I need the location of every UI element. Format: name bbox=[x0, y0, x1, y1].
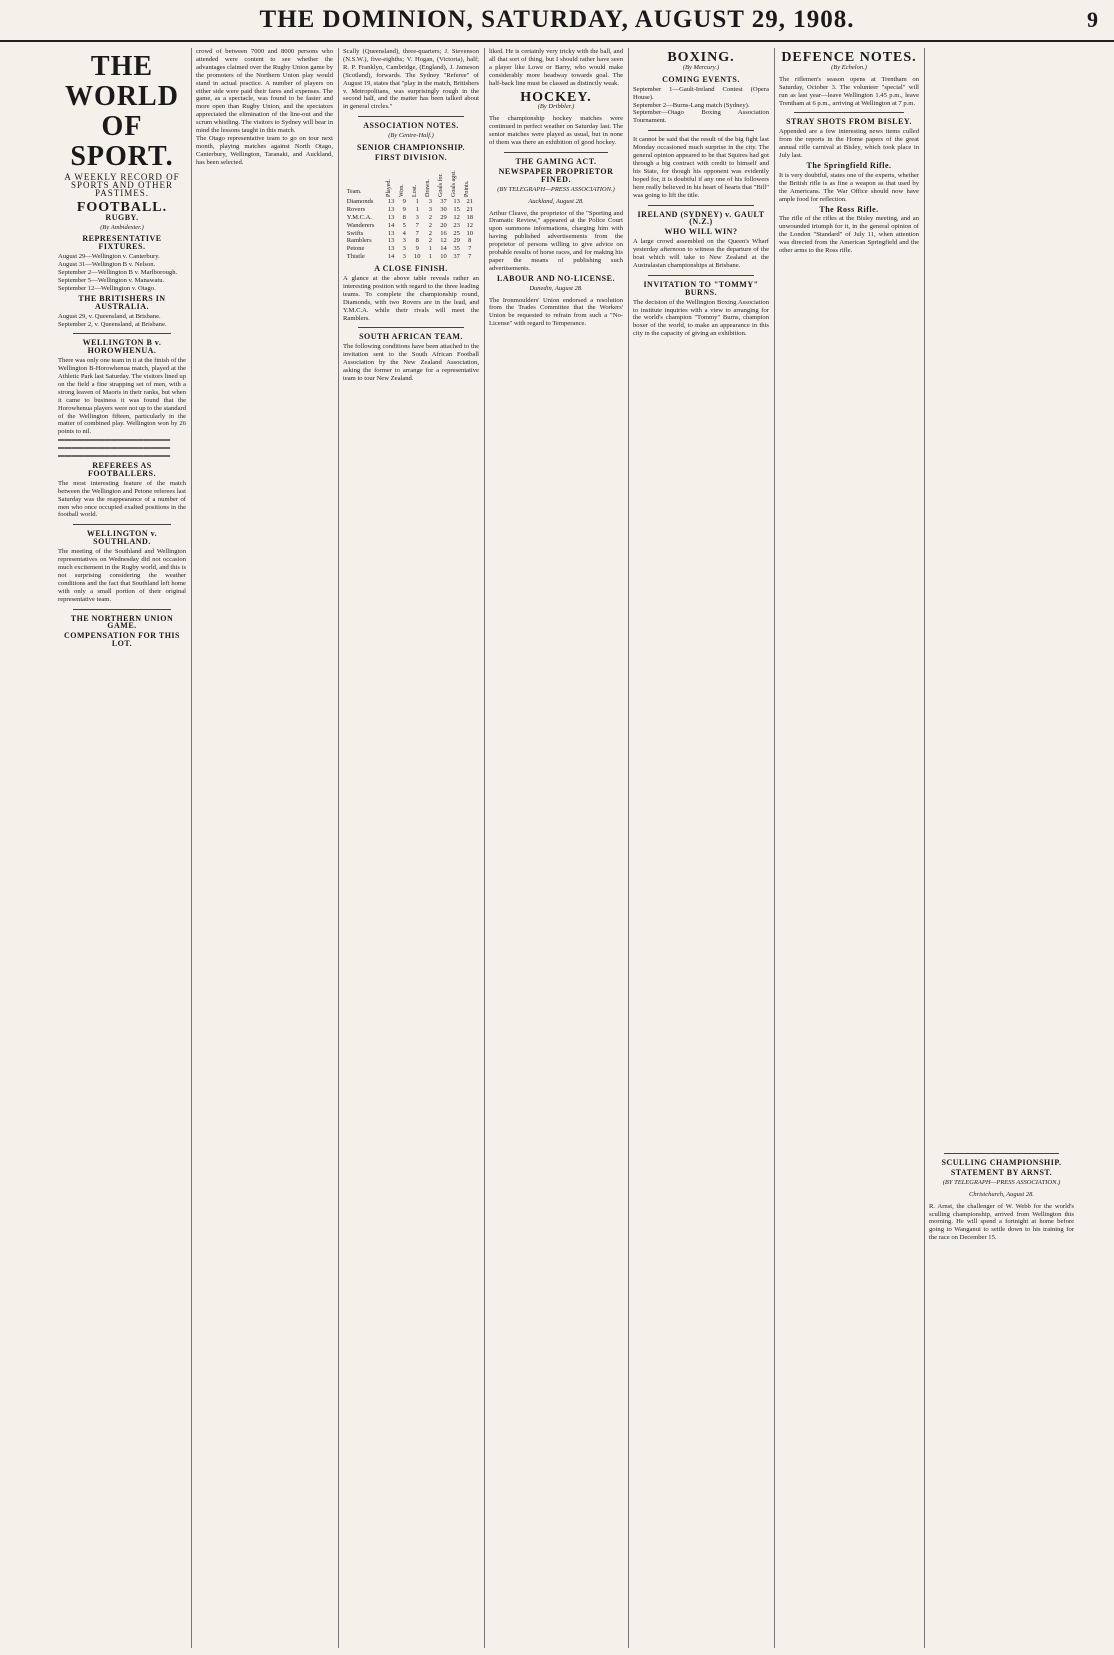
table-header-cell: Drawn. bbox=[424, 179, 431, 197]
table-row bbox=[346, 245, 477, 253]
column-6 bbox=[779, 48, 919, 1648]
close-finish-heading: A CLOSE FINISH. bbox=[374, 264, 448, 274]
table-cell: 3 bbox=[428, 205, 432, 213]
newspaper-article: Arthur Cleave, the proprietor of the "Sporting and Dramatic Review," appeared at the Police Court upon summons informations, charging him with having published advertisements from the proprietor of persons willing to give advice on probable results of horse races, and for making his paper the means of publishing such advertisements. bbox=[489, 209, 625, 272]
table-cell: 29 bbox=[440, 213, 447, 221]
column-1 bbox=[58, 48, 186, 1648]
southland-heading: WELLINGTON v. SOUTHLAND. bbox=[86, 529, 158, 547]
sculling-heading: SCULLING CHAMPIONSHIP. bbox=[941, 1158, 1062, 1167]
coming-events-list: September 1—Gault-Ireland Contest (Opera House). September 2—Burns-Lang match (Sydney). September—Otago Boxing Association Tournament. bbox=[633, 85, 769, 125]
table-cell: Ramblers bbox=[346, 237, 372, 245]
table-cell: 12 bbox=[453, 213, 460, 221]
table-cell: 14 bbox=[440, 245, 447, 253]
close-finish-article: A glance at the above table reveals rather an interesting position with regard to the three leading teams. To complete the championship round, Diamonds, with two Rovers are in the lead, and Y.M.C.A. while their rivals will meet the Ramblers. bbox=[343, 275, 481, 322]
boxing-heading: BOXING. bbox=[667, 50, 735, 65]
table-cell: 13 bbox=[387, 197, 395, 205]
table-cell: 15 bbox=[453, 205, 460, 213]
bisley-heading: STRAY SHOTS FROM BISLEY. bbox=[786, 117, 912, 127]
table-row bbox=[346, 206, 477, 214]
section-subtitle: A WEEKLY RECORD OF SPORTS AND OTHER PASTIMES. bbox=[64, 172, 180, 198]
northern-union-heading: THE NORTHERN UNION GAME. bbox=[70, 613, 174, 631]
table-cell: 13 bbox=[387, 213, 395, 221]
gaming-act-heading: THE GAMING ACT. bbox=[515, 156, 597, 166]
table-cell: 9 bbox=[415, 245, 419, 253]
table-cell: 13 bbox=[387, 205, 395, 213]
compensation-heading: COMPENSATION FOR THIS LOT. bbox=[64, 631, 180, 649]
table-row bbox=[346, 237, 477, 245]
coming-events-heading: COMING EVENTS. bbox=[662, 74, 740, 84]
table-cell: 13 bbox=[387, 237, 395, 245]
table-cell: 23 bbox=[453, 221, 460, 229]
springfield-heading: The Springfield Rifle. bbox=[806, 160, 892, 170]
table-cell: 20 bbox=[440, 221, 447, 229]
rugby-heading: RUGBY. bbox=[105, 212, 139, 222]
masthead bbox=[0, 0, 1114, 42]
table-cell: 3 bbox=[428, 197, 432, 205]
football-heading: FOOTBALL. bbox=[76, 199, 168, 215]
column-2 bbox=[196, 48, 333, 1648]
table-cell: 10 bbox=[414, 253, 421, 261]
table-cell: 14 bbox=[387, 253, 395, 261]
table-cell: 1 bbox=[415, 205, 419, 213]
table-cell: 37 bbox=[440, 197, 447, 205]
table-cell: Y.M.C.A. bbox=[346, 213, 372, 221]
table-cell: 30 bbox=[440, 205, 447, 213]
fixtures-heading: REPRESENTATIVE FIXTURES. bbox=[82, 234, 162, 252]
table-cell: Diamonds bbox=[346, 197, 374, 205]
referees-article: The most interesting feature of the match between the Wellington and Petone referees last Saturday was the reappearance of a number of men who once occupied exalted positions in the football world. bbox=[58, 479, 188, 519]
arnst-dateline: Christchurch, August 28. bbox=[968, 1190, 1034, 1198]
table-cell: 8 bbox=[468, 237, 472, 245]
ross-rifle-article: The rifle of the rifles at the Bisley meeting, and an unwounded triumph for it, in the general opinion of the London "Standard" of July 11, when attention was directed from the American Springfield and the other arms to the Ross rifle. bbox=[779, 215, 921, 255]
hockey-heading: HOCKEY. bbox=[520, 89, 592, 105]
south-african-article: The following conditions have been attached to the invitation sent to the South African Football Association by the New Zealand Association, asking the former to arrange for a representative team to tour New Zealand. bbox=[343, 343, 481, 382]
table-cell: 7 bbox=[415, 221, 419, 229]
table-cell: 21 bbox=[466, 197, 473, 205]
springfield-article: It is very doubtful, states one of the experts, whether the British rifle is as fine a weapon as that used by the Americans. The War Office should now have ample food for reflection. bbox=[779, 171, 921, 203]
table-row bbox=[346, 230, 477, 238]
column-3 bbox=[343, 48, 479, 1648]
table-cell: 7 bbox=[415, 229, 419, 237]
labour-dateline: Dunedin, August 28. bbox=[529, 284, 583, 292]
senior-championship-heading: SENIOR CHAMPIONSHIP. bbox=[357, 143, 465, 153]
defence-byline: (By Echelon.) bbox=[831, 63, 867, 71]
arnst-byline: (BY TELEGRAPH—PRESS ASSOCIATION.) bbox=[942, 1178, 1061, 1186]
table-header-cell: Goals agst. bbox=[451, 170, 458, 197]
horowhenua-heading: WELLINGTON B v. HOROWHENUA. bbox=[82, 338, 162, 356]
table-cell: 1 bbox=[428, 245, 432, 253]
defence-heading: DEFENCE NOTES. bbox=[781, 50, 917, 65]
tommy-burns-article: The decision of the Wellington Boxing Association to institute inquiries with a view to arranging for the world's champion "Tommy" Burns, champion boxer of the world, to make an appearance in this city in the capacity of giving an exhibition. bbox=[633, 298, 771, 338]
who-will-win-heading: WHO WILL WIN? bbox=[664, 227, 738, 237]
hockey-article: The championship hockey matches were continued in perfect weather on Saturday last. The senior matches were played as usual, but in none of them was there an exhibition of good hockey. bbox=[489, 115, 625, 147]
column-4 bbox=[489, 48, 623, 1648]
newspaper-dateline: Auckland, August 28. bbox=[528, 197, 584, 205]
boxing-byline: (By Mercury.) bbox=[682, 63, 720, 71]
rugby-byline: (By Ambidexter.) bbox=[100, 223, 144, 231]
arnst-article: R. Arnst, the challenger of W. Webb for the world's sculling championship, arrived from Wellington this morning. He will spend a fortnight at home before going to Wanganui to settle down to his training for the race on December 15. bbox=[929, 1202, 1076, 1242]
table-row bbox=[346, 214, 477, 222]
filler-text: ▬▬▬▬▬▬▬▬▬▬▬▬▬▬▬▬▬ ▬▬▬▬▬▬▬▬▬▬▬▬▬▬▬▬▬ ▬▬▬▬▬▬▬▬▬▬▬▬▬▬▬▬▬ bbox=[58, 436, 171, 460]
horowhenua-article: There was only one team in it at the finish of the Wellington B-Horowhenua match, played at the Athletic Park last Saturday. The visitors lined up on the field a fine strapping set of men, with a strong leaven of Maoris in their ranks, but when it came to business it was found that the Horowhenua players were not up to the standard of the Wellington fifteen, particularly in the matter of combined play. Wellington won by 26 points to nil. bbox=[58, 357, 188, 436]
table-cell: 35 bbox=[453, 245, 460, 253]
table-row bbox=[346, 198, 477, 206]
south-african-heading: SOUTH AFRICAN TEAM. bbox=[359, 332, 463, 342]
defence-article: The riflemen's season opens at Trentham on Saturday, October 3. The volunteer "special" will run as last year—leave Wellington 1.45 p.m., leave Trentham at 6 p.m., arriving at Wellington at 7 p.m. bbox=[779, 75, 921, 107]
table-cell: 16 bbox=[440, 229, 447, 237]
otago-note: The Otago representative team to go on tour next month, playing matches against North Otago, Canterbury, Wellington, Taranaki, and Auckland, has been selected. bbox=[196, 134, 335, 166]
table-cell: Rovers bbox=[346, 205, 366, 213]
table-cell: 5 bbox=[402, 221, 406, 229]
table-cell: 13 bbox=[387, 245, 395, 253]
ross-rifle-heading: The Ross Rifle. bbox=[819, 204, 879, 214]
table-cell: 13 bbox=[453, 197, 460, 205]
page-number: 9 bbox=[1087, 7, 1098, 32]
table-cell: 1 bbox=[428, 253, 432, 261]
table-cell: 4 bbox=[402, 229, 406, 237]
newspaper-fined-heading: NEWSPAPER PROPRIETOR FINED. bbox=[498, 166, 614, 184]
table-header-cell: Points. bbox=[464, 180, 471, 197]
tommy-burns-heading: INVITATION TO "TOMMY" BURNS. bbox=[643, 279, 759, 297]
table-cell: 3 bbox=[402, 253, 406, 261]
table-cell: 12 bbox=[466, 221, 473, 229]
bisley-article: Appended are a few interesting news items culled from the reports in the Home papers of the great annual rifle carnival at Bisley, which took place in July last. bbox=[779, 128, 921, 160]
table-cell: 7 bbox=[468, 245, 472, 253]
labour-heading: LABOUR AND NO-LICENSE. bbox=[497, 273, 615, 283]
table-header-cell: Goals for. bbox=[437, 173, 444, 197]
table-cell: 3 bbox=[402, 245, 406, 253]
table-cell: 8 bbox=[415, 237, 419, 245]
boxing-article: It cannot be said that the result of the big fight last Monday occasioned much surprise in the city. The general opinion appeared to be that Squires had got through a big contract with credit to himself and his State, for though his opponent was evidently hoped for, it is doubtful if any one of his followers here really believed in his heart of hearts that "Bill" was going to lift the title. bbox=[633, 136, 771, 199]
table-cell: 10 bbox=[466, 229, 473, 237]
section-title: THE WORLD OF SPORT. bbox=[65, 51, 179, 172]
newspaper-byline: (BY TELEGRAPH—PRESS ASSOCIATION.) bbox=[497, 185, 615, 193]
table-header-cell: Won. bbox=[398, 184, 405, 197]
table-cell: 25 bbox=[453, 229, 460, 237]
table-cell: 37 bbox=[453, 253, 460, 261]
britishers-team-article: Scally (Queensland), three-quarters; J. Stevenson (N.S.W.), five-eighths; V. Hogan, (Victoria), half; R. P. Franklyn, Cambridge, (England), J. Jameson (Scotland), forwards. The Sydney "Referee" of August 19, states that "play in the match, Britishers v. Metropolitans, was surprisingly rough in the second half, and the matter has been talked about in general circles." bbox=[343, 48, 481, 111]
northern-union-article: crowd of between 7000 and 8000 persons who attended were content to see whether the advantages claimed over the Rugby Union game by the promoters of the Northern Union play would stand in actual practice. A number of players on either side were paid their fares and expenses. The game, as a spectacle, was found to be faster and more open than Rugby Union, and the spectators appreciated the elimination of the line-out and the scrum whistling. The visitors to Sydney will bear in mind the lessons taught in this match. bbox=[196, 48, 335, 135]
table-cell: 3 bbox=[402, 237, 406, 245]
association-article-continued: liked. He is certainly very tricky with the ball, and all that sort of thing, but I should rather have seen a player like Lowe or Barry, who would make considerably more headway towards goal. The half-back line must be classed as distinctly weak. bbox=[489, 48, 625, 87]
table-row bbox=[346, 222, 477, 230]
table-cell: Swifts bbox=[346, 229, 364, 237]
table-cell: 10 bbox=[440, 253, 447, 261]
column-5 bbox=[633, 48, 769, 1648]
table-cell: Thistle bbox=[346, 253, 365, 261]
referees-heading: REFEREES AS FOOTBALLERS. bbox=[87, 461, 156, 478]
table-cell: 18 bbox=[466, 213, 473, 221]
labour-article: The Ironmoulders' Union endorsed a resolution from the Trades Committee that the Workers' Union be requested to refrain from such a "No-License" with regard to Temperance. bbox=[489, 296, 625, 328]
britishers-list: August 29, v. Queensland, at Brisbane. September 2, v. Queensland, at Brisbane. bbox=[58, 312, 167, 328]
arnst-statement-heading: STATEMENT BY ARNST. bbox=[950, 1167, 1053, 1177]
association-byline: (By Centre-Half.) bbox=[388, 132, 434, 140]
first-division-heading: FIRST DIVISION. bbox=[374, 152, 448, 162]
newspaper-title: THE DOMINION, SATURDAY, AUGUST 29, 1908. bbox=[259, 6, 855, 33]
table-cell: 21 bbox=[466, 205, 473, 213]
southland-article: The meeting of the Southland and Wellington representatives on Wednesday did not occasion much excitement in the Rugby world, and this is not surprising considering the weather conditions and the fact that Southland left home with only a small portion of their original representative team. bbox=[58, 548, 188, 603]
table-cell: 9 bbox=[402, 205, 406, 213]
table-cell: 2 bbox=[428, 221, 432, 229]
column-7 bbox=[929, 48, 1074, 1648]
table-cell: Petone bbox=[346, 245, 365, 253]
table-cell: 1 bbox=[415, 197, 419, 205]
table-cell: 12 bbox=[440, 237, 447, 245]
table-cell: 14 bbox=[387, 221, 395, 229]
hockey-byline: (By Dribbler.) bbox=[537, 103, 575, 111]
table-cell: 8 bbox=[402, 213, 406, 221]
fixtures-list: August 29—Wellington v. Canterbury. August 31—Wellington B v. Nelson. September 2—Wellington B v. Marlborough. September 5—Wellington v. Manawatu. September 12—Wellington v. Otago. bbox=[58, 253, 178, 292]
association-heading: ASSOCIATION NOTES. bbox=[363, 121, 459, 131]
table-cell: 2 bbox=[428, 237, 432, 245]
ireland-gault-heading: IRELAND (SYDNEY) v. GAULT (N.Z.) bbox=[637, 209, 765, 227]
table-cell: 13 bbox=[387, 229, 395, 237]
championship-table bbox=[346, 166, 477, 261]
table-cell: 2 bbox=[428, 213, 432, 221]
britishers-heading: THE BRITISHERS IN AUSTRALIA. bbox=[78, 293, 166, 311]
table-cell: 3 bbox=[415, 213, 419, 221]
table-header-cell: Played. bbox=[385, 179, 392, 197]
table-cell: 2 bbox=[428, 229, 432, 237]
table-cell: 7 bbox=[468, 253, 472, 261]
table-header-cell: Team. bbox=[346, 188, 362, 195]
table-header-cell: Lost. bbox=[411, 184, 418, 197]
ireland-gault-article: A large crowd assembled on the Queen's Wharf yesterday afternoon to witness the departure of the boat which will take to New Zealand at the Australasian championships at Brisbane. bbox=[633, 238, 771, 269]
table-cell: 29 bbox=[453, 237, 460, 245]
table-cell: Wanderers bbox=[346, 221, 375, 229]
table-cell: 9 bbox=[402, 197, 406, 205]
table-row bbox=[346, 253, 477, 261]
